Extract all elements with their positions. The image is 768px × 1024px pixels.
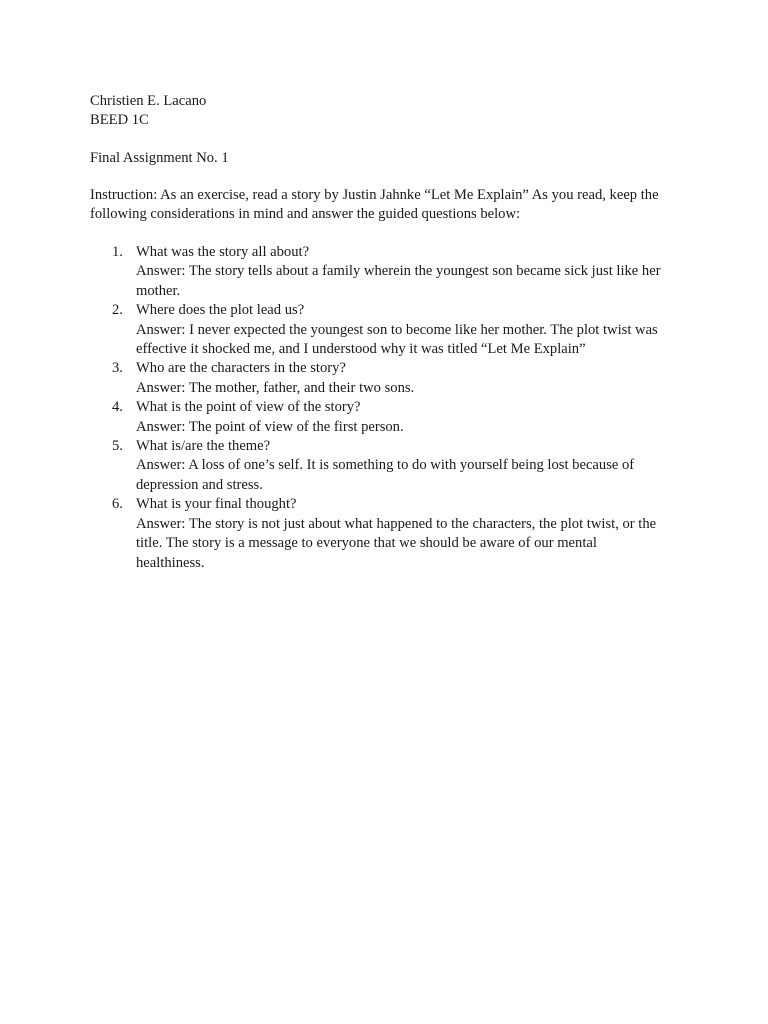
instruction-line: Instruction: As an exercise, read a story by Justin Jahnke “Let Me Explain” As you read, keep the — [90, 187, 659, 203]
question-number: 3. — [112, 360, 123, 377]
course-section: BEED 1C — [90, 112, 149, 129]
answer-line: healthiness. — [136, 554, 205, 571]
question-item — [90, 359, 690, 398]
question-item — [90, 243, 690, 301]
answer-line: Answer: The story tells about a family wherein the youngest son became sick just like her — [136, 263, 661, 280]
answer-line: Answer: The point of view of the first person. — [136, 418, 404, 435]
answer-line: Answer: I never expected the youngest son to become like her mother. The plot twist was — [136, 321, 658, 338]
question-text: Who are the characters in the story? — [136, 360, 346, 377]
question-number: 4. — [112, 399, 123, 416]
question-item — [90, 437, 690, 495]
question-number: 6. — [112, 496, 123, 513]
answer-line: Answer: The mother, father, and their two sons. — [136, 379, 415, 396]
question-text: What is your final thought? — [136, 496, 297, 513]
assignment-title-block — [90, 149, 690, 168]
answer-line: title. The story is a message to everyone that we should be aware of our mental — [136, 535, 597, 552]
question-text: What was the story all about? — [136, 244, 310, 260]
answer-line: effective it shocked me, and I understood why it was titled “Let Me Explain” — [136, 341, 586, 358]
answer-line: Answer: The story is not just about what happened to the characters, the plot twist, or the — [136, 515, 657, 532]
assignment-title: Final Assignment No. 1 — [90, 150, 229, 166]
question-text: What is the point of view of the story? — [136, 399, 361, 416]
question-number: 5. — [112, 438, 123, 455]
answer-line: depression and stress. — [136, 476, 263, 493]
instruction-paragraph — [90, 186, 690, 225]
question-number: 2. — [112, 302, 123, 319]
instruction-line: following considerations in mind and answer the guided questions below: — [90, 206, 521, 223]
answer-line: mother. — [136, 282, 181, 299]
question-item — [90, 495, 690, 573]
question-text: What is/are the theme? — [136, 438, 271, 455]
question-list — [90, 243, 690, 573]
question-item — [90, 398, 690, 437]
document-header — [90, 92, 690, 131]
answer-line: Answer: A loss of one’s self. It is something to do with yourself being lost because of — [136, 457, 635, 474]
student-name: Christien E. Lacano — [90, 93, 207, 109]
question-text: Where does the plot lead us? — [136, 302, 305, 319]
question-item — [90, 301, 690, 359]
question-number: 1. — [112, 244, 123, 260]
